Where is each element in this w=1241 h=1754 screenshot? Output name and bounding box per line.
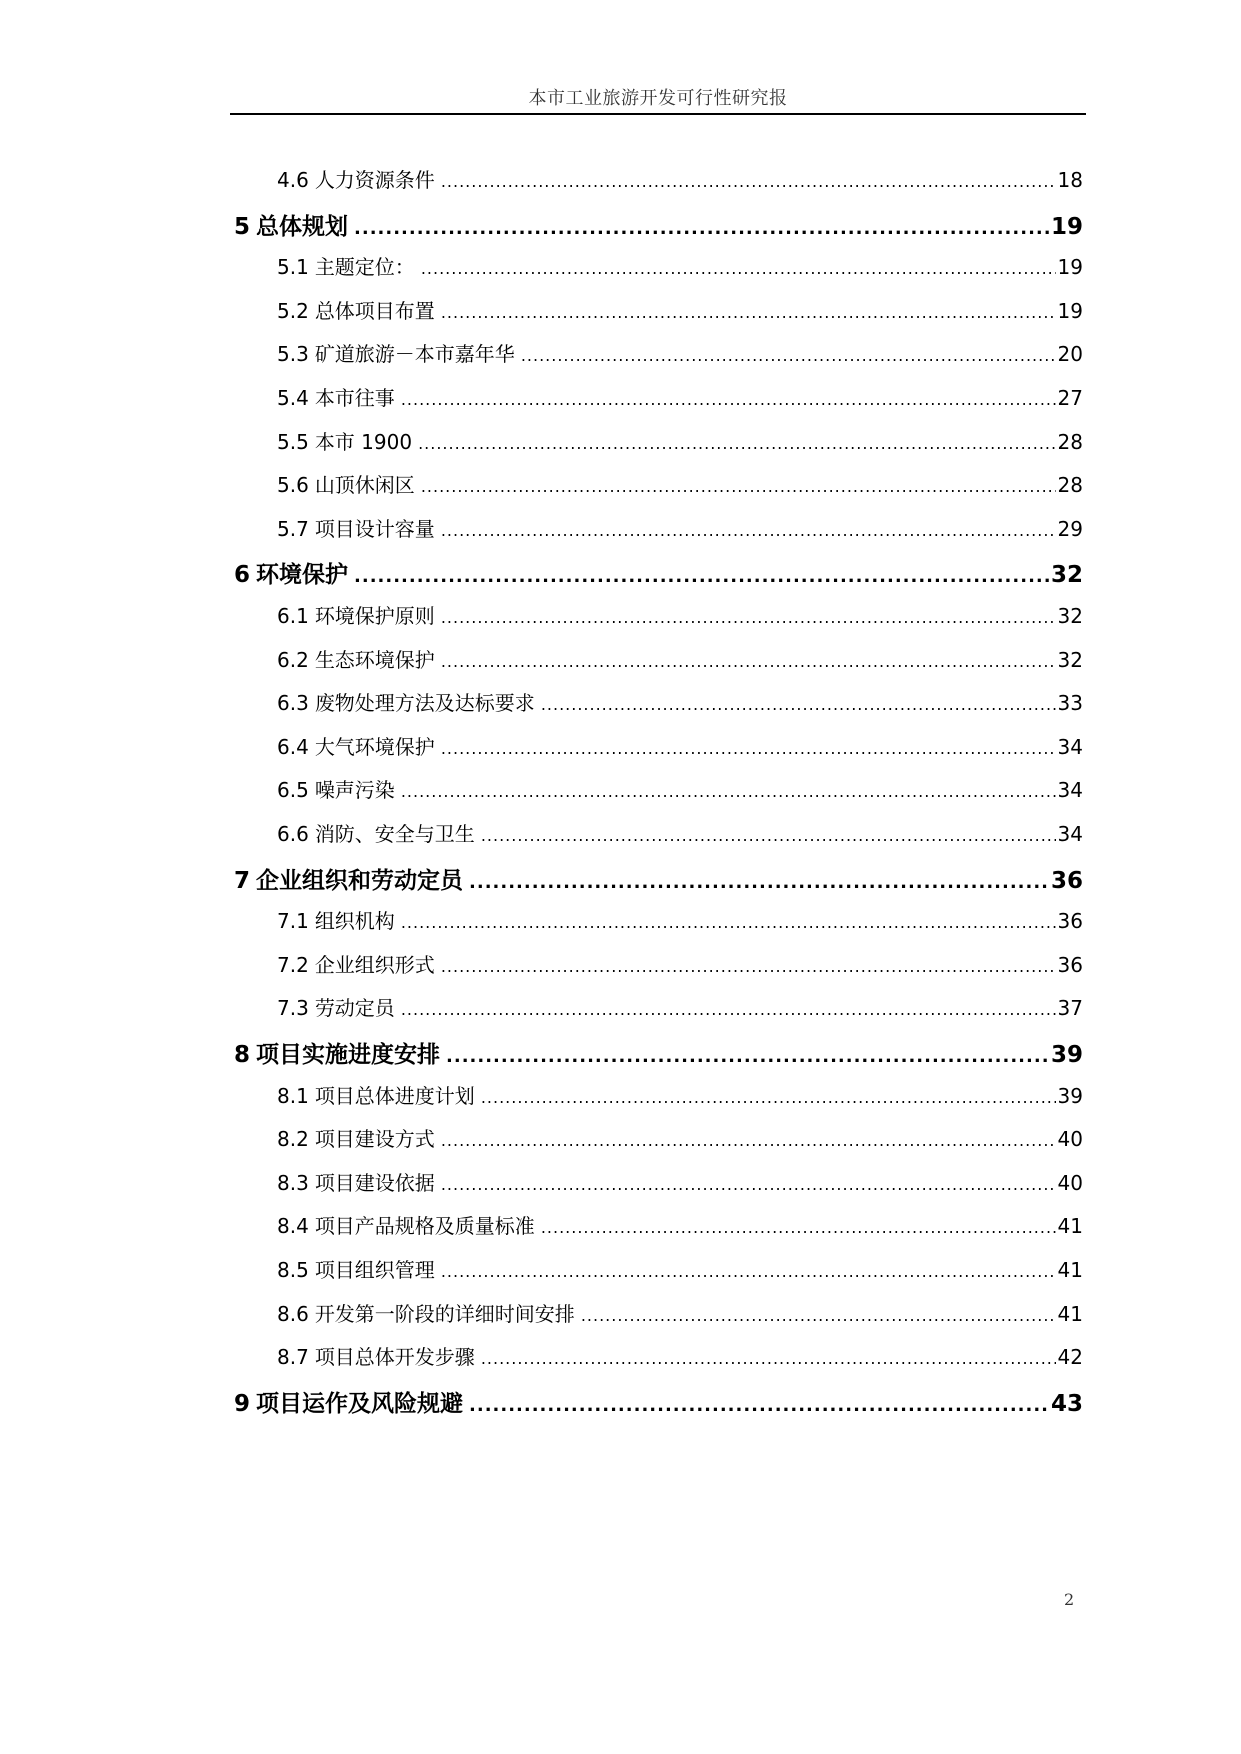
toc-section-entry[interactable] [277,818,1083,847]
toc-dot-leader [441,608,1056,627]
toc-dot-leader [441,1262,1056,1281]
toc-entry-number: 5.7 [277,516,309,541]
toc-entry-page: 40 [1057,1170,1083,1195]
toc-entry-title: 项目实施进度安排 [256,1042,441,1068]
toc-entry-number: 6 [234,562,251,589]
toc-entry-page: 37 [1057,996,1083,1021]
toc-entry-page: 19 [1050,213,1083,240]
toc-section-entry[interactable] [277,338,1083,367]
toc-chapter-entry[interactable] [234,1036,1083,1069]
toc-entry-number: 8.1 [277,1083,309,1108]
toc-dot-leader [421,477,1056,496]
toc-entry-page: 29 [1057,516,1083,541]
toc-section-entry[interactable] [277,426,1083,455]
toc-entry-title: 企业组织形式 [314,952,435,977]
toc-dot-leader [441,172,1056,191]
toc-entry-title: 人力资源条件 [314,168,435,192]
toc-chapter-entry[interactable] [234,1385,1083,1418]
toc-entry-page: 41 [1057,1258,1083,1282]
toc-section-entry[interactable] [277,469,1083,498]
toc-entry-title: 消防、安全与卫生 [314,822,475,846]
toc-entry-page: 39 [1057,1083,1083,1108]
toc-entry-number: 8.5 [277,1258,309,1282]
toc-entry-number: 7 [234,867,251,894]
toc-section-entry[interactable] [277,1167,1083,1196]
toc-dot-leader [401,913,1056,932]
toc-section-entry[interactable] [277,731,1083,760]
toc-section-entry[interactable] [277,687,1083,716]
toc-entry-number: 6.2 [277,647,309,672]
toc-entry-title: 总体项目布置 [314,298,435,323]
toc-dot-leader [469,872,1049,893]
toc-section-entry[interactable] [277,905,1083,934]
toc-entry-title: 项目设计容量 [314,516,435,541]
toc-entry-title: 矿道旅游－本市嘉年华 [314,342,515,367]
toc-dot-leader [418,434,1055,453]
toc-entry-number: 5.2 [277,298,309,323]
toc-dot-leader [441,652,1056,671]
toc-entry-number: 6.6 [277,822,309,846]
toc-dot-leader [421,259,1056,278]
toc-entry-page: 42 [1057,1345,1083,1370]
toc-dot-leader [481,1349,1056,1368]
toc-entry-page: 32 [1050,562,1083,589]
toc-entry-number: 6.4 [277,734,309,759]
toc-entry-number: 6.1 [277,604,309,628]
toc-section-entry[interactable] [277,774,1083,803]
toc-entry-title: 环境保护 [256,562,349,589]
running-header-title: 本市工业旅游开发可行性研究报 [528,88,788,109]
toc-dot-leader [401,1000,1056,1019]
toc-entry-page: 43 [1050,1390,1083,1417]
toc-entry-page: 28 [1057,473,1083,498]
toc-entry-number: 8.6 [277,1301,309,1326]
toc-entry-page: 41 [1057,1214,1083,1239]
toc-entry-title: 组织机构 [314,909,395,934]
toc-section-entry[interactable] [277,992,1083,1021]
toc-entry-title: 项目运作及风险规避 [256,1390,464,1417]
toc-entry-page: 40 [1057,1127,1083,1152]
toc-entry-number: 7.1 [277,909,309,934]
toc-entry-number: 8.7 [277,1345,309,1370]
toc-chapter-entry[interactable] [234,556,1083,589]
toc-entry-number: 5 [234,213,251,240]
toc-entry-page: 36 [1050,867,1083,894]
toc-entry-title: 开发第一阶段的详细时间安排 [314,1301,575,1326]
toc-entry-title: 总体规划 [256,213,349,240]
toc-dot-leader [441,1175,1056,1194]
toc-section-entry[interactable] [277,600,1083,629]
toc-dot-leader [541,1218,1056,1237]
toc-dot-leader [441,303,1056,322]
toc-section-entry[interactable] [277,251,1083,280]
toc-entry-number: 5.3 [277,342,309,367]
toc-section-entry[interactable] [277,949,1083,978]
toc-entry-number: 7.3 [277,996,309,1021]
toc-entry-title: 环境保护原则 [314,604,435,628]
toc-section-entry[interactable] [277,382,1083,411]
toc-entry-page: 34 [1057,822,1083,846]
header-rule [230,113,1086,115]
toc-section-entry[interactable] [277,1123,1083,1152]
toc-entry-title: 本市 1900 [314,429,413,454]
toc-entry-page: 18 [1057,168,1083,192]
toc-entry-number: 6.3 [277,691,309,716]
toc-entry-number: 9 [234,1390,251,1417]
toc-entry-page: 34 [1057,734,1083,759]
toc-dot-leader [401,782,1056,801]
toc-section-entry[interactable] [277,1210,1083,1239]
toc-dot-leader [521,346,1056,365]
toc-entry-title: 项目建设方式 [314,1127,435,1152]
toc-entry-page: 27 [1057,386,1083,410]
toc-dot-leader [541,695,1056,714]
toc-entry-number: 6.5 [277,778,309,803]
toc-entry-page: 32 [1057,647,1083,672]
toc-dot-leader [469,1395,1049,1416]
toc-entry-title: 项目总体进度计划 [314,1083,475,1108]
toc-entry-page: 41 [1057,1301,1083,1326]
toc-section-entry[interactable] [277,1298,1083,1327]
toc-entry-title: 项目总体开发步骤 [314,1345,475,1370]
toc-entry-number: 5.5 [277,429,309,454]
toc-chapter-entry[interactable] [234,862,1083,895]
toc-entry-title: 劳动定员 [314,996,395,1021]
toc-entry-page: 20 [1057,342,1083,367]
toc-dot-leader [481,826,1056,845]
toc-entry-title: 项目产品规格及质量标准 [314,1214,535,1239]
toc-entry-number: 8.2 [277,1127,309,1152]
toc-entry-page: 39 [1050,1042,1083,1068]
toc-dot-leader [354,218,1049,239]
toc-entry-title: 生态环境保护 [314,647,435,672]
toc-entry-title: 项目组织管理 [314,1258,435,1282]
toc-entry-page: 32 [1057,604,1083,628]
toc-entry-title: 大气环境保护 [314,734,435,759]
toc-dot-leader [441,521,1056,540]
toc-entry-title: 噪声污染 [314,778,395,803]
toc-entry-number: 5.4 [277,386,309,410]
toc-entry-number: 7.2 [277,952,309,977]
toc-entry-page: 36 [1057,952,1083,977]
toc-section-entry[interactable] [277,295,1083,324]
toc-section-entry[interactable] [277,513,1083,542]
toc-dot-leader [481,1088,1056,1107]
toc-dot-leader [581,1306,1056,1325]
toc-section-entry[interactable] [277,1080,1083,1109]
toc-dot-leader [446,1046,1049,1067]
toc-entry-title: 山顶休闲区 [314,473,415,498]
toc-chapter-entry[interactable] [234,208,1083,241]
toc-entry-number: 8.3 [277,1170,309,1195]
toc-section-entry[interactable] [277,644,1083,673]
toc-entry-number: 8.4 [277,1214,309,1239]
toc-dot-leader [401,390,1056,409]
toc-entry-number: 8 [234,1042,251,1068]
toc-entry-page: 34 [1057,778,1083,803]
toc-entry-number: 5.6 [277,473,309,498]
toc-entry-number: 5.1 [277,255,309,280]
toc-entry-title: 项目建设依据 [314,1170,435,1195]
toc-section-entry[interactable] [277,1341,1083,1370]
toc-entry-page: 19 [1057,255,1083,280]
toc-dot-leader [354,566,1049,587]
toc-entry-page: 33 [1057,691,1083,716]
page-number: 2 [1064,1590,1075,1609]
toc-entry-page: 19 [1057,298,1083,323]
toc-section-entry[interactable] [277,1254,1083,1283]
toc-dot-leader [441,957,1056,976]
toc-entry-title: 废物处理方法及达标要求 [314,691,535,716]
toc-dot-leader [441,1131,1056,1150]
toc-entry-title: 主题定位： [314,255,415,280]
toc-dot-leader [441,739,1056,758]
toc-section-entry[interactable] [277,164,1083,193]
toc-entry-title: 企业组织和劳动定员 [256,867,464,894]
toc-entry-page: 36 [1057,909,1083,934]
toc-entry-title: 本市往事 [314,386,395,410]
toc-entry-page: 28 [1057,429,1083,454]
toc-entry-number: 4.6 [277,168,309,192]
